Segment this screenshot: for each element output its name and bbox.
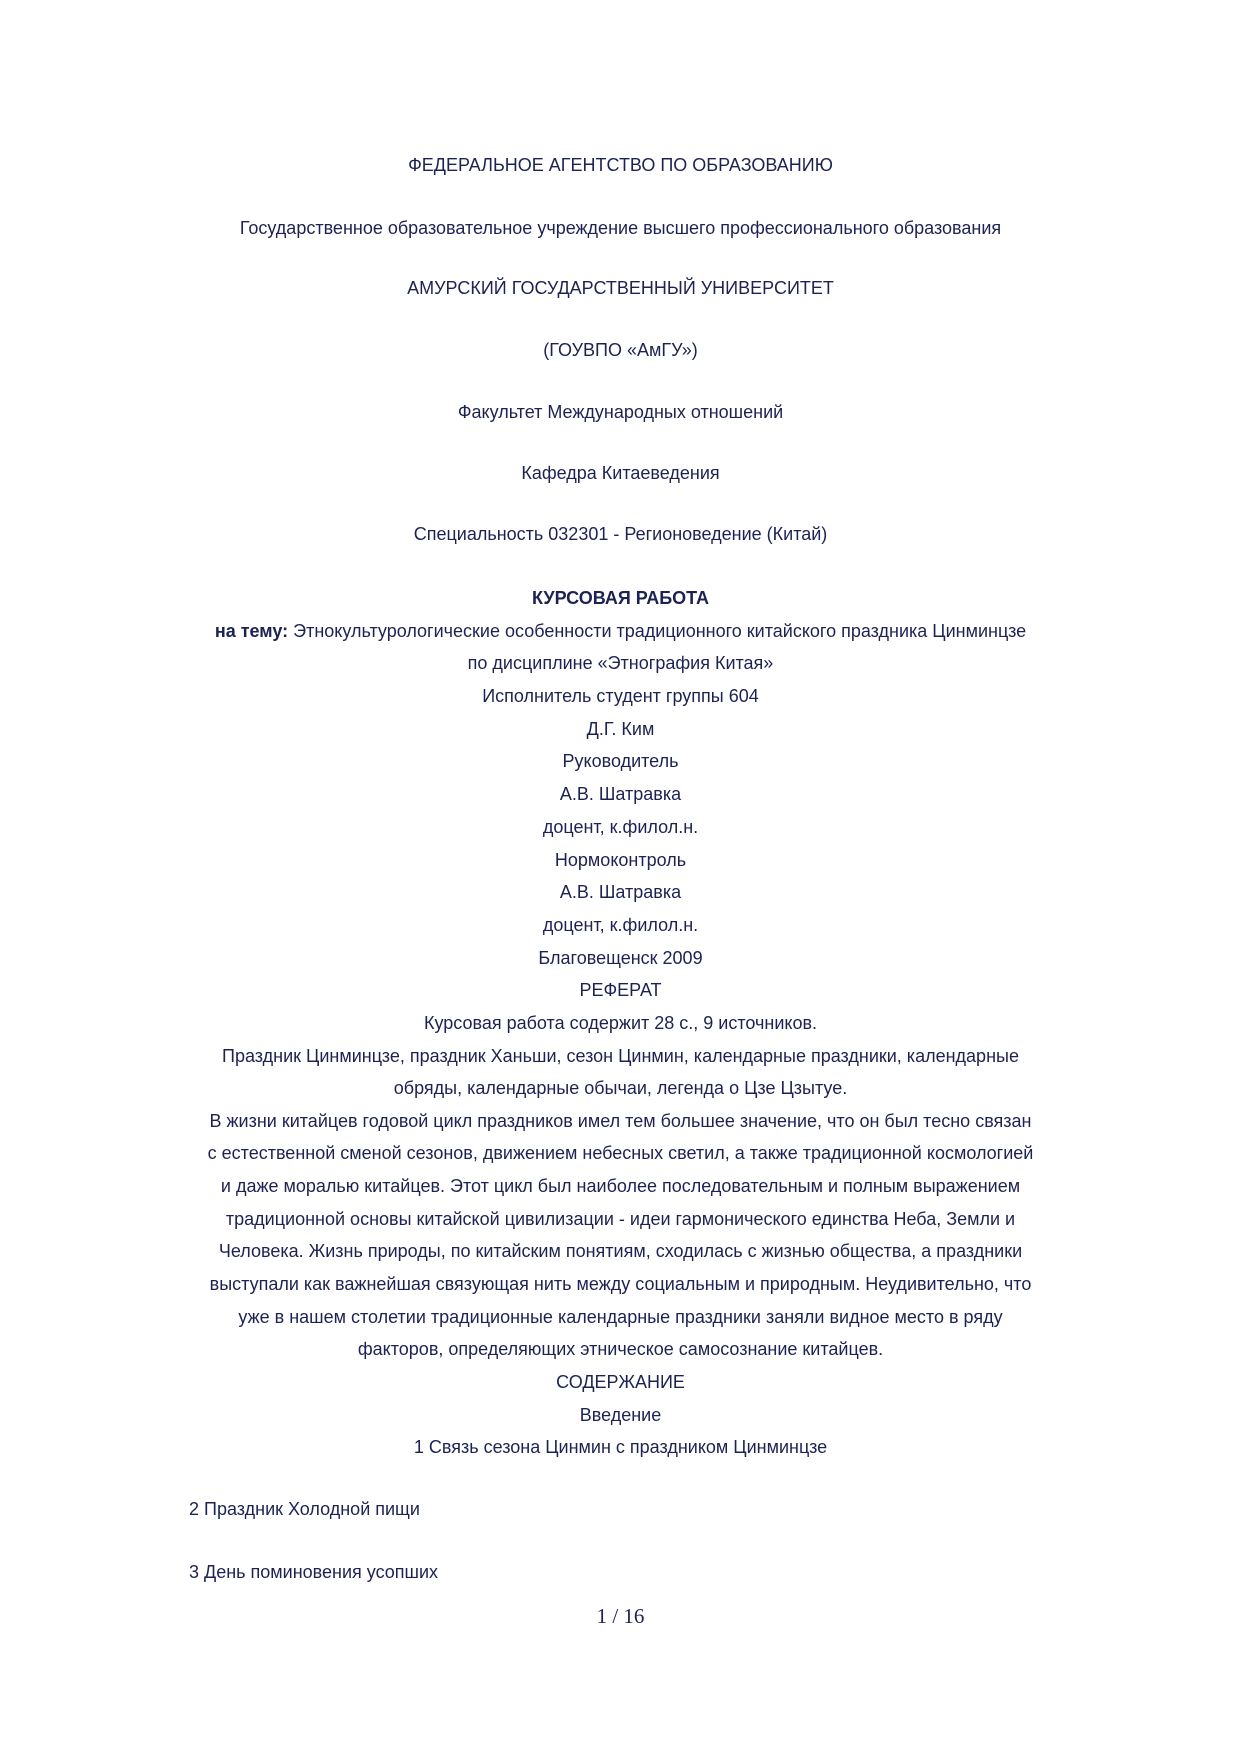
abstract-text-line: выступали как важнейшая связующая нить между социальным и природным. Неудивительно, что bbox=[209, 1274, 1032, 1294]
abstract-text-line: уже в нашем столетии традиционные календарные праздники заняли видное место в ряду bbox=[238, 1307, 1003, 1327]
specialty-line: Специальность 032301 - Регионоведение (Китай) bbox=[413, 524, 828, 544]
faculty-name: Факультет Международных отношений bbox=[457, 402, 784, 422]
topic-text: Этнокультурологические особенности традиционного китайского праздника Цинминцзе bbox=[288, 621, 1027, 641]
topic-line bbox=[0, 620, 1241, 642]
contents-item-introduction[interactable]: Введение bbox=[579, 1405, 662, 1425]
abstract-text-line: традиционной основы китайской цивилизации - идеи гармонического единства Неба, Земли и bbox=[225, 1209, 1016, 1229]
abstract-text-line: и даже моралью китайцев. Этот цикл был наиболее последовательным и полным выражением bbox=[220, 1176, 1021, 1196]
normcontrol-name: А.В. Шатравка bbox=[559, 882, 682, 902]
abstract-keywords-line2: обряды, календарные обычаи, легенда о Цзе Цзытуе. bbox=[393, 1078, 848, 1098]
discipline-line: по дисциплине «Этнография Китая» bbox=[467, 653, 774, 673]
work-type-title: КУРСОВАЯ РАБОТА bbox=[531, 588, 709, 608]
contents-item-3[interactable]: 3 День поминовения усопших bbox=[189, 1562, 439, 1582]
normcontrol-title: доцент, к.филол.н. bbox=[542, 915, 699, 935]
agency-title: ФЕДЕРАЛЬНОЕ АГЕНТСТВО ПО ОБРАЗОВАНИЮ bbox=[408, 155, 833, 175]
contents-item-1[interactable]: 1 Связь сезона Цинмин с праздником Цинминцзе bbox=[413, 1437, 828, 1457]
topic-label: на тему: bbox=[214, 621, 289, 641]
executor-name: Д.Г. Ким bbox=[586, 719, 655, 739]
abstract-text-line: с естественной сменой сезонов, движением небесных светил, а также традиционной космологией bbox=[207, 1143, 1034, 1163]
university-abbreviation: (ГОУВПО «АмГУ») bbox=[543, 340, 698, 360]
city-year: Благовещенск 2009 bbox=[538, 948, 703, 968]
executor-label: Исполнитель студент группы 604 bbox=[482, 686, 759, 706]
abstract-heading: РЕФЕРАТ bbox=[579, 980, 662, 1000]
abstract-keywords-line1: Праздник Цинминцзе, праздник Ханьши, сезон Цинмин, календарные праздники, календарные bbox=[222, 1046, 1019, 1066]
supervisor-label: Руководитель bbox=[562, 751, 679, 771]
abstract-text-line: В жизни китайцев годовой цикл праздников имел тем большее значение, что он был тесно связан bbox=[209, 1111, 1032, 1131]
department-name: Кафедра Китаеведения bbox=[521, 463, 720, 483]
supervisor-name: А.В. Шатравка bbox=[559, 784, 682, 804]
supervisor-title: доцент, к.филол.н. bbox=[542, 817, 699, 837]
abstract-text-line: факторов, определяющих этническое самосознание китайцев. bbox=[357, 1339, 884, 1359]
contents-item-2[interactable]: 2 Праздник Холодной пищи bbox=[189, 1499, 420, 1519]
contents-heading: СОДЕРЖАНИЕ bbox=[556, 1372, 685, 1392]
page-number: 1 / 16 bbox=[596, 1604, 645, 1628]
university-name: АМУРСКИЙ ГОСУДАРСТВЕННЫЙ УНИВЕРСИТЕТ bbox=[407, 278, 834, 298]
institution-type: Государственное образовательное учреждение высшего профессионального образования bbox=[239, 218, 1002, 238]
normcontrol-label: Нормоконтроль bbox=[554, 850, 687, 870]
abstract-summary: Курсовая работа содержит 28 с., 9 источников. bbox=[423, 1013, 818, 1033]
abstract-text-line: Человека. Жизнь природы, по китайским понятиям, сходилась с жизнью общества, а праздники bbox=[218, 1241, 1023, 1261]
